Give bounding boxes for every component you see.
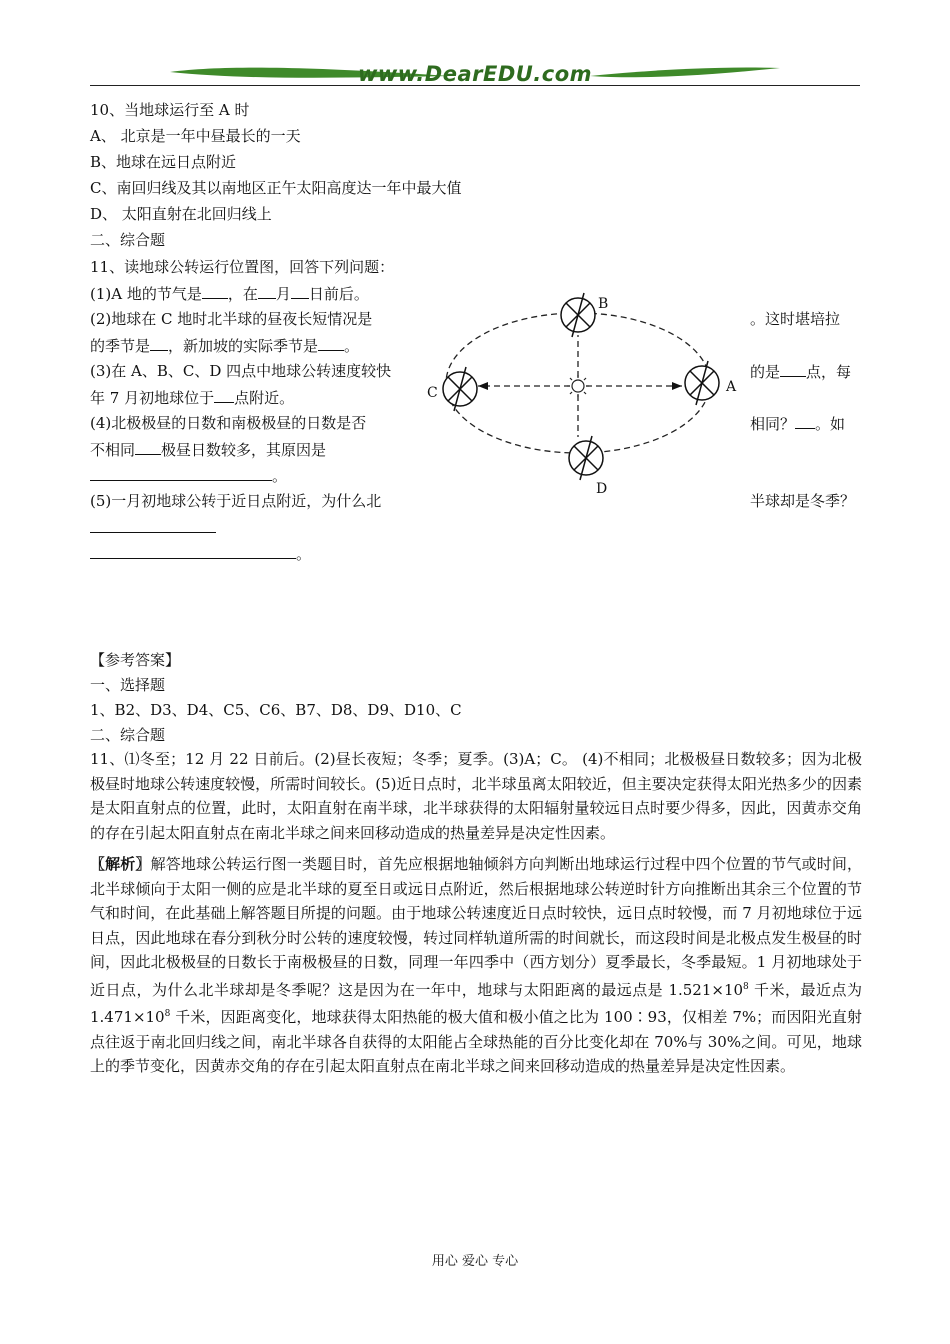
- right-swoosh-decoration: [590, 66, 780, 80]
- label-b: B: [598, 296, 609, 312]
- analysis-text-1: 解答地球公转运行图一类题目时，首先应根据地轴倾斜方向判断出地球运行过程中四个位置的节气或时间，北半球倾向于太阳一侧的应是北半球的夏至日或远日点附近，然后根据地球公转逆时针方向推断出其余三个位置的节气和时间，在此基础上解答题目所提的问题。由于地球公转速度近日点时较快，远日点时较慢，而 7 月初地球位于远日点，因此地球在春分到秋分时公转的速度较慢，转过同样轨道所需的时间就长，而这段时间是北极点发生极昼的时间，因此北极极昼的日数长于南极极昼的日数，同理一年四季中（西方划分）夏季最长，冬季最短。1 月初地球处于近日点，为什么北半球却是冬季呢？这是因为在一年中，地球与太阳距离的最远点是: [90, 855, 862, 999]
- earth-c-icon: [443, 367, 477, 411]
- earth-a-icon: [685, 361, 719, 405]
- q11-p3-right-b: 点，每: [806, 363, 852, 381]
- q11-p3-line2-b: 点附近。: [234, 389, 295, 407]
- q11-part4-line2: [90, 439, 326, 460]
- analysis-paragraph: [90, 852, 862, 1079]
- q11-stem: 11、读地球公转运行位置图，回答下列问题：: [90, 258, 395, 276]
- q11-p1-text-d: 日前后。: [308, 285, 369, 303]
- q11-p4-right: [750, 413, 845, 434]
- q11-p4-line2-b: 极昼日数较多，其原因是: [161, 441, 327, 459]
- label-a: A: [726, 379, 737, 395]
- q11-part4-line3: [90, 465, 287, 486]
- section2-title: 二、综合题: [90, 231, 166, 249]
- q11-p1-text-c: 月: [275, 285, 291, 303]
- analysis-label: 〖解析〗: [90, 855, 151, 873]
- q11-part3-line2: [90, 387, 294, 408]
- arrow-to-a: [672, 382, 682, 390]
- q11-p2-line2-a: 的季节是: [90, 337, 151, 355]
- answer-blank[interactable]: [214, 387, 234, 403]
- q11-p4-line2-a: 不相同: [90, 441, 136, 459]
- earth-d-icon: [569, 436, 603, 480]
- q11-p2-line2-b: ，新加坡的实际季节是: [168, 337, 319, 355]
- q11-p2-line2-c: 。: [344, 337, 360, 355]
- far-distance-exp: 8: [743, 981, 749, 992]
- q11-p1-text-b: ，在: [227, 285, 258, 303]
- q11-p5-right: 半球却是冬季？: [750, 492, 856, 510]
- q10-stem: 10、当地球运行至 A 时: [90, 101, 250, 119]
- q11-part2-line2: [90, 335, 359, 356]
- answer-blank[interactable]: [291, 283, 309, 299]
- answers-section2-title: 二、综合题: [90, 726, 166, 744]
- q11-p1-text-a: (1)A 地的节气是: [90, 285, 202, 303]
- page-footer: 用心 爱心 专心: [431, 1254, 519, 1269]
- q11-part5-line2: [90, 517, 216, 538]
- earth-b-icon: [561, 293, 595, 337]
- far-distance: 1.521×10: [668, 980, 744, 999]
- analysis-text-2: 千米，最近点为: [748, 980, 862, 999]
- answers-title: 【参考答案】: [90, 651, 181, 669]
- answer-blank[interactable]: [258, 283, 276, 299]
- answer-blank[interactable]: [780, 361, 806, 377]
- q11-part5-line3: [90, 543, 311, 564]
- answer-blank[interactable]: [795, 413, 815, 429]
- header-rule: [90, 85, 860, 86]
- q10-option-b: B、地球在远日点附近: [90, 153, 237, 171]
- q11-p3-text-a: (3)在 A、B、C、D 四点中地球公转速度较快: [90, 362, 392, 380]
- answers-choices: 1、B2、D3、D4、C5、C6、B7、D8、D9、D10、C: [90, 701, 462, 719]
- answer-blank[interactable]: [318, 335, 344, 351]
- earth-orbit-diagram: [420, 285, 740, 500]
- q11-p4-text-a: (4)北极极昼的日数和南极极昼的日数是否: [90, 414, 367, 432]
- q11-p3-right-a: 的是: [750, 363, 781, 381]
- q11-p5-text-a: (5)一月初地球公转于近日点附近，为什么北: [90, 492, 382, 510]
- q10-option-c: C、南回归线及其以南地区正午太阳高度达一年中最大值: [90, 179, 462, 197]
- q11-p3-right: [750, 361, 851, 382]
- q11-p2-right: 。这时堪培拉: [750, 310, 841, 328]
- q11-p4-right-a: 相同？: [750, 415, 796, 433]
- q11-answer-paragraph: 11、⑴冬至；12 月 22 日前后。(2)昼长夜短；冬季；夏季。(3)A；C。 (4)不相同；北极极昼日数较多；因为北极极昼时地球公转速度较慢，所需时间较长。(5)近日点时，北半球虽离太阳较近，但主要决定获得太阳光热多少的因素是太阳直射点的位置，此时，太阳直射在南半球，北半球获得的太阳辐射量较远日点时要少得多，因此，因黄赤交角的存在引起太阳直射点在南北半球之间来回移动造成的热量差异是决定性因素。: [90, 750, 862, 842]
- analysis-text-3: 千米，因距离变化，地球获得太阳热能的极大值和极小值之比为 100∶93，仅相差 7%；而因阳光直射点往返于南北回归线之间，南北半球各自获得的太阳能占全球热能的百分比变化却在 70%与 30%之间。可见，地球上的季节变化，因黄赤交角的存在引起太阳直射点在南北半球之间来回移动造成的热量差异是决定性因素。: [90, 1008, 862, 1075]
- q10-option-a: A、 北京是一年中昼最长的一天: [90, 127, 301, 145]
- near-distance-exp: 8: [164, 1009, 171, 1019]
- sun-icon: [567, 375, 589, 397]
- near-distance: 1.471×10: [90, 1008, 165, 1026]
- q11-p4-right-b: 。如: [815, 415, 846, 433]
- answers-section1-title: 一、选择题: [90, 676, 166, 694]
- answer-blank[interactable]: [90, 465, 272, 481]
- label-c: C: [427, 385, 438, 401]
- label-d: D: [596, 481, 608, 497]
- q11-part1: [90, 283, 369, 304]
- answer-blank[interactable]: [90, 517, 216, 533]
- answer-blank[interactable]: [135, 439, 161, 455]
- site-logo: www.DearEDU.com: [357, 62, 593, 86]
- q11-p5-end: 。: [296, 545, 312, 563]
- answer-blank[interactable]: [202, 283, 228, 299]
- q10-option-d: D、 太阳直射在北回归线上: [90, 205, 272, 223]
- page-header: [90, 58, 860, 90]
- q11-p3-line2-a: 年 7 月初地球位于: [90, 389, 215, 407]
- answer-blank[interactable]: [150, 335, 168, 351]
- q11-p4-line3-end: 。: [272, 467, 288, 485]
- q11-p2-text-a: (2)地球在 C 地时北半球的昼夜长短情况是: [90, 310, 373, 328]
- arrow-to-c: [478, 382, 488, 390]
- answer-blank[interactable]: [90, 543, 296, 559]
